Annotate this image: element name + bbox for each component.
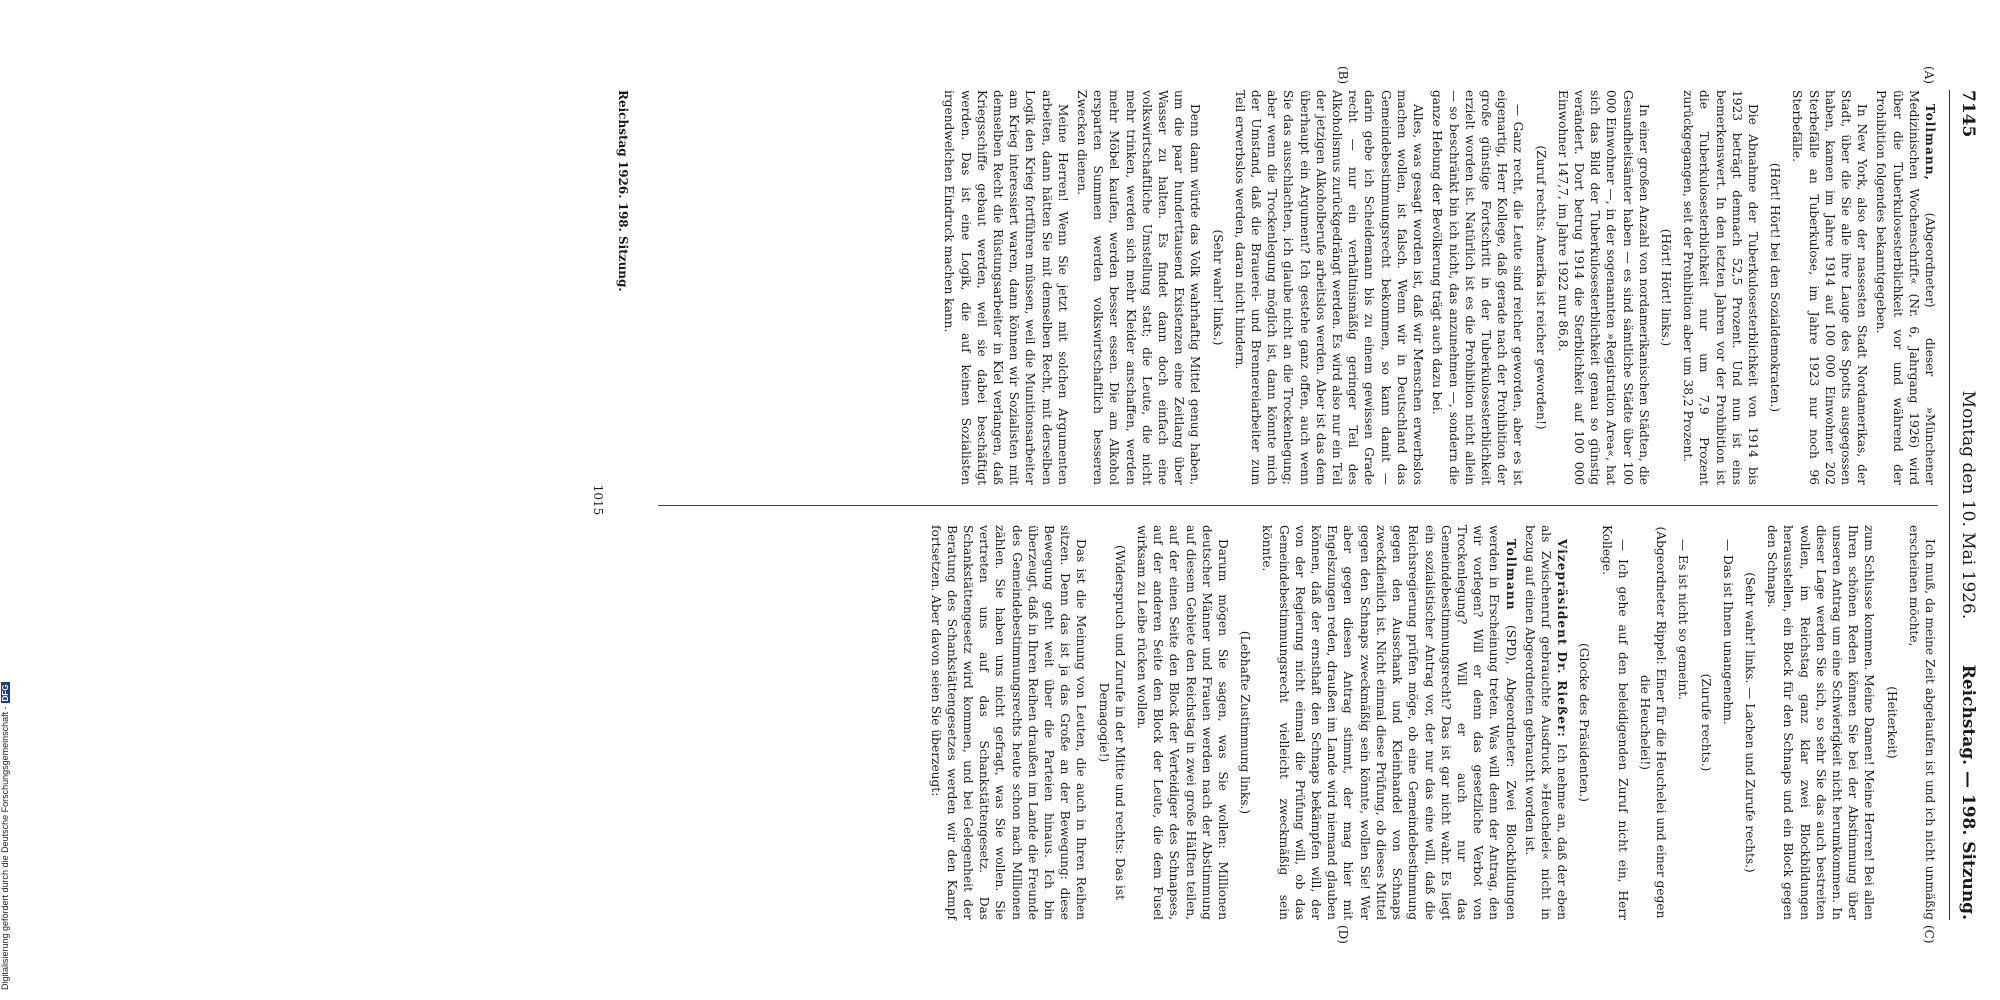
interjection: (Abgeordneter Rippel: Einer für die Heuchelei und einer gegen die Heuchelei!)	[1637, 526, 1669, 919]
dfg-logo: DFG	[1, 684, 10, 702]
column-divider	[658, 505, 1938, 506]
paragraph-text: Ich muß, da meine Zeit abgelaufen ist und ich nicht unmäßig erscheinen möchte,	[1906, 525, 1937, 920]
left-column	[938, 90, 1938, 485]
header-title: Reichstag. — 198. Sitzung.	[1958, 664, 1978, 920]
paragraph	[1598, 525, 1630, 920]
paragraph-text: dieser »Münchener Medizinischen Wochenschrift« (Nr. 6, Jahrgang 1926) wird über die Tuberkulosesterblichkeit vor und während der Prohibition folgendes bekanntgegeben.	[1874, 90, 1937, 486]
page-header	[1952, 90, 1978, 920]
paragraph-text: (SPD), Abgeordneter: Zwei Blockbildungen werden in Erscheinung treten. Was will denn der Antrag, den wir vorlegen? Will er denn das gesetzliche Verbot von Trockenlegung? Will er auch nur das Gemeindebestimmungsrecht? Das ist gar nicht wahr. Es liegt ein sozialistischer Antrag vor, der nur das eine will, daß die Reichsregierung prüfen möge, ob eine Gemeindebestimmung gegen den Ausschank und Kleinhandel von Schnaps zweckdienlich ist. Nicht einmal diese Prüfung, ob dieses Mittel gegen den Schnaps zweckmäßig sein könnte, wollen Sie! Wer aber gegen diesen Antrag stimmt, der mag hier mit Engelszungen reden, draußen im Lande wird niemand glauben können, daß der ernsthaft den Schnaps bekämpfen will, der von der Regierung nicht einmal die Prüfung will, ob das Gemeindebestimmungsrecht vielleicht zweckmäßig sein könnte.	[1260, 525, 1518, 920]
paragraph-text: — Ganz recht, die Leute sind reicher geworden, aber es ist eigenartig, Herr Kollege, daß gerade nach der Prohibition der große günstige Fortschritt in der Tuberkulosesterblichkeit erzielt worden ist. Natürlich ist es die Prohibition nicht allein — so beschränkt bin ich nicht, das anzunehmen —, sondern die ganze Hebung der Bevölkerung trägt auch dazu bei.	[1430, 90, 1526, 485]
digitization-note	[0, 682, 10, 990]
margin-letter-d: (D)	[1336, 925, 1350, 944]
right-column	[924, 525, 1938, 920]
header-rule	[1949, 90, 1950, 920]
paragraph-text: Die Abnahme der Tuberkulosesterblichkeit von 1914 bis 1923 beträgt demnach 52,5 Prozent. Und nun ist eins bemerkenswert. In den letzten Jahren vor der Prohibition ist die Tuberkulosesterblichkeit nur um 7,9 Prozent zurückgegangen, seit der Prohibition aber um 38,2 Prozent.	[1681, 90, 1760, 485]
paragraph	[1680, 90, 1761, 485]
paragraph	[1764, 525, 1877, 920]
paragraph	[1074, 90, 1204, 485]
interjection: (Heiterkeit)	[1884, 686, 1899, 759]
paragraph	[1259, 525, 1518, 920]
paragraph	[1232, 90, 1426, 485]
paragraph-text: Meine Herren! Wenn Sie jetzt mit solchen Argumenten arbeiten, dann hätten Sie mit demselben Recht, mit derselben Logik den Krieg fortführen müssen, weil die Munitionsarbeiter am Krieg interessiert waren, dann können wir Sozialisten mit demselben Recht die Rüstungsarbeiter in Kiel verlangen, daß Kriegsschiffe gebaut werden, weil sie dabei beschäftigt werden. Das ist eine Logik, die auf keinen Sozialisten irgendwelchen Eindruck machen kann.	[942, 90, 1070, 485]
paragraph-text: — Ich gehe auf den beleidigenden Zuruf nicht ein, Herr Kollege.	[1599, 525, 1630, 920]
paragraph-text: zum Schlusse kommen. Meine Damen! Meine Herren! Bei allen Ihren schönen Reden können Sie bei der Abstimmung über unseren Antrag um eine Schwierigkeit nicht herumkommen. In dieser Lage werden Sie sich, so sehr Sie das auch bestreiten wollen, im Reichstag ganz klar zwei Blockbildungen herausstellen, ein Block für den Schnaps und ein Block gegen den Schnaps.	[1765, 525, 1877, 920]
interjection: (Zurufe rechts.)	[1698, 673, 1713, 772]
interjection: (Hört! Hört! bei den Sozialdemokraten.)	[1768, 162, 1783, 413]
digitization-note-text: Digitalisierung gefördert durch die Deutsche Forschungsgemeinschaft -	[0, 706, 10, 990]
paragraph	[941, 90, 1071, 485]
margin-letter-b: (B)	[1336, 66, 1350, 85]
speaker-name: Vizepräsident Dr. Rießer:	[1555, 539, 1570, 744]
interjection: (Hört! Hört! links.)	[1658, 228, 1673, 347]
paragraph-text: Alles, was gesagt worden ist, daß wir Menschen erwerbslos machen wollen, ist falsch. Wenn wir in Deutschland das Gemeindebestimmungsrecht bekommen, so kann damit — darin gebe ich Scheidemann bis zu einem gewissen Grade recht — nur ein verhältnismäßig geringer Teil des Alkoholismus zurückgedrängt werden. Es wird also nur ein Teil der jetzigen Alkoholberufe arbeitslos werden. Aber ist das dem überhaupt ein Argument? Ich gestehe ganz offen, auch wenn Sie das ausschlachten, ich glaube nicht an die Trockenlegung; aber wenn die Trockenlegung möglich ist, dann könnte mich der Umstand, daß die Brauerei- und Brennereiarbeiter zum Teil erwerbslos werden, daran nicht hindern.	[1232, 90, 1426, 485]
header-page-number: 7145	[1958, 90, 1978, 138]
paragraph-text: In New York, also der nassesten Stadt Nordamerikas, der Stadt, über die Sie alle ihre Lauge des Spotts ausgegossen haben, kamen im Jahre 1914 auf 100 000 Einwohner 202 Sterbefälle an Tuberkulose, im Jahre 1923 nur noch 96 Sterbefälle.	[1790, 90, 1870, 485]
paragraph	[1720, 525, 1736, 920]
paragraph-text: — Das ist Ihnen unangenehm.	[1720, 539, 1735, 725]
interjection: (Glocke des Präsidenten.)	[1577, 642, 1592, 803]
paragraph-text: Darum mögen Sie sagen, was Sie wollen: Millionen deutscher Männer und Frauen werden nach der Abstimmung auf diesem Gebiete den Reichstag in zwei große Hälften teilen, auf der einen Seite den Block der Verteidiger des Schnapses, auf der anderen Seite den Block der Leute, die dem Fusel wirksam zu Leibe rücken wollen.	[1135, 525, 1231, 920]
interjection: (Widerspruch und Zurufe in der Mitte und rechts: Das ist Demagogie!)	[1096, 544, 1127, 901]
interjection: (Sehr wahr! links.)	[1210, 229, 1225, 346]
margin-letter-c: (C)	[1922, 925, 1936, 944]
paragraph	[1906, 525, 1938, 920]
paragraph-text: — Es ist nicht so gemeint.	[1676, 539, 1691, 700]
rotated-page-content	[566, 0, 2000, 1000]
margin-letter-a: (A)	[1922, 66, 1936, 85]
paragraph-text: Ich nehme an, daß der eben als Zwischenruf gebrauchte Ausdruck »Heuchelei« nicht in bezug auf einen Abgeordneten gebraucht worden ist.	[1522, 525, 1570, 921]
interjection: (Sehr wahr! links. — Lachen und Zurufe rechts.)	[1742, 572, 1757, 873]
paragraph	[1555, 90, 1652, 485]
page-footer: Reichstag 1926. 198. Sitzung.	[616, 90, 630, 292]
header-date: Montag den 10. Mai 1926.	[1958, 390, 1978, 620]
speaker-role: (Abgeordneter)	[1923, 212, 1937, 339]
page-number: 1015	[591, 484, 605, 516]
paragraph-text: Das ist die Meinung von Leuten, die auch in Ihren Reihen sitzen. Denn das ist ja das Große an der Bewegung: diese Bewegung geht weit über die Parteien hinaus. Ich bin überzeugt, daß in Ihren Reihen draußen im Lande die Freunde des Gemeindebestimmungsrechts heute schon nach Millionen zählen. Sie haben uns nicht gefragt, was Sie wollen. Sie vertreten uns auf das Schankstättengesetz. Das Schankstättengesetz wird kommen, und bei Gelegenheit der Beratung des Schankstättengesetzes werden wir den Kampf fortsetzen. Aber davon seien Sie überzeugt:	[928, 525, 1089, 920]
paragraph-text: In einer großen Anzahl von nordamerikanischen Städten, die Gesundheitsämter haben — es sind sämtliche Städte über 100 000 Einwohner —, in der sogenannten »Registration Area«, hat sich das Bild der Tuberkulosesterblichkeit genau so günstig verändert. Dort betrug 1914 die Sterblichkeit auf 100 000 Einwohner 147,7, im Jahre 1922 nur 86,8.	[1555, 90, 1651, 485]
paragraph	[1675, 525, 1691, 920]
paragraph-text: Denn dann würde das Volk wahrhaftig Mittel genug haben, um die paar hunderttausend Existenzen eine Zeitlang über Wasser zu halten. Es findet dann doch einfach eine volkswirtschaftliche Umstellung statt; die Leute, die nicht mehr trinken, werden sich mehr Kleider anschaffen, werden mehr Möbel kaufen, werden besser essen. Die am Alkohol ersparten Summen werden volkswirtschaftlich besseren Zwecken dienen.	[1075, 90, 1203, 485]
interjection: (Zuruf rechts: Amerika ist reicher geworden!)	[1533, 145, 1548, 430]
paragraph	[1522, 525, 1571, 920]
paragraph	[927, 525, 1089, 920]
paragraph	[1789, 90, 1870, 485]
paragraph	[1873, 90, 1938, 485]
paragraph	[1429, 90, 1526, 485]
speaker-name: Tollmann	[1503, 539, 1518, 626]
interjection: (Lebhafte Zustimmung links.)	[1238, 630, 1253, 815]
paragraph	[1134, 525, 1231, 920]
speaker-name: Tollmann,	[1923, 104, 1937, 213]
